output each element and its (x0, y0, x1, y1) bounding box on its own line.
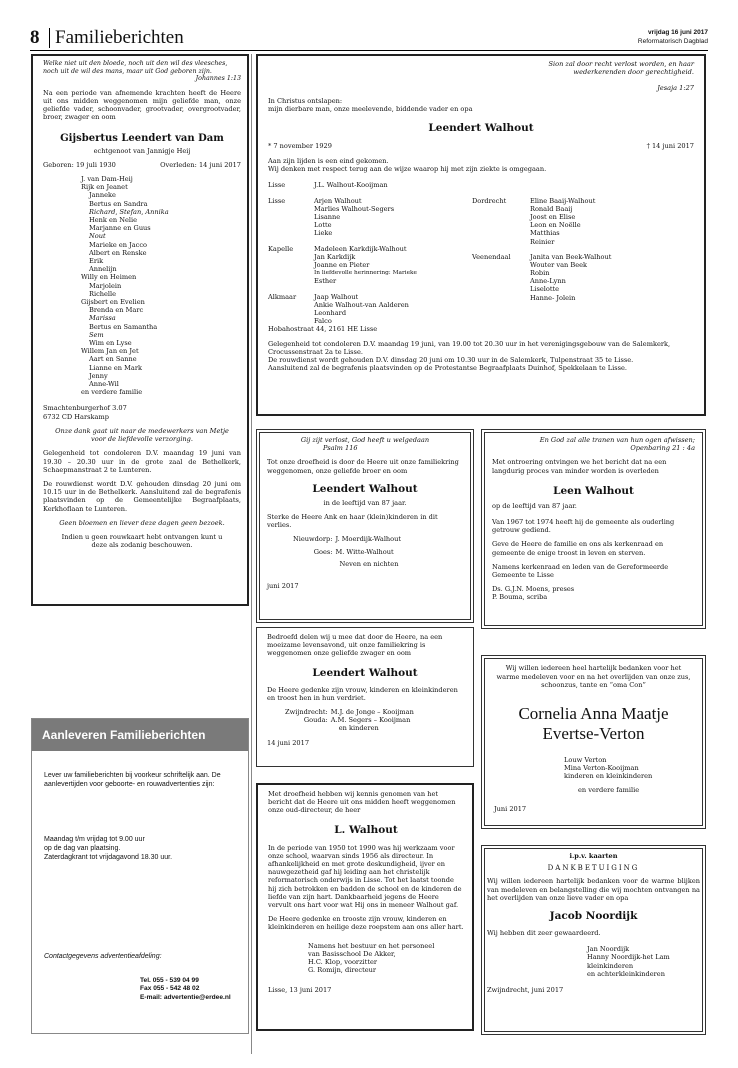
ad2-condole: Gelegenheid tot condoleren D.V. maandag 19 juni, van 19.00 tot 20.30 uur in het verenigingsgebouw van de Salemkerk, Crocussenstraat 2a te Lisse. (268, 339, 671, 357)
ad1-quote-line2: noch uit de wil des mans, maar uit God geboren zijn. (43, 67, 212, 75)
ad2-veenendaal-place: Veenendaal (472, 252, 511, 261)
ad1-quote-line1: Welke niet uit den bloede, noch uit den wil des vleesches, (43, 60, 228, 67)
ad5-intro: Bedroefd delen wij u mee dat door de Heere, na een moeizame levensavond, uit onze familiekring is weggenomen onze geliefde zwager en oom (267, 633, 443, 658)
family-member: kleinkinderen (587, 961, 634, 970)
ad7-text1: In de periode van 1950 tot 1990 was hij werkzaam voor onze school, waarvan sinds 1956 als directeur. In afhankelijkheid en met grote deskundigheid, ijver en nauwgezetheid gaf hij leiding aan het christelijk reformatorisch onderwijs in Lisse. Tot het laatst toonde hij zich betrokken en badden de school en de kinderen de liefde van zijn hart. Dankbaarheid jegens de Heere vervult ons hart voor wat Hij ons in meneer Walhout gaf. (268, 843, 462, 910)
family-member: Leonhard (314, 309, 347, 318)
family-member: Ronald Baaij (530, 204, 573, 213)
ad2-lisse1-place: Lisse (268, 180, 286, 189)
signature-line: G. Romijn, directeur (308, 966, 377, 975)
family-member: Liselotte (530, 285, 560, 294)
info-fax: Fax 055 - 542 48 02 (140, 985, 200, 993)
family-member: Mina Verton-Kooijman (564, 763, 639, 772)
ad8-date: Zwijndrecht, juni 2017 (487, 986, 564, 995)
family-member: Arjen Walhout (314, 196, 362, 205)
ad2-alkmaar-list (314, 293, 409, 326)
family-member: Ankie Walhout-van Aalderen (314, 300, 409, 309)
ad8-intro: Wij willen iedereen hartelijk bedanken voor de warme blijken van medeleven en belangstelling die wij mochten ontvangen na het overlijden van onze lieve vader en opa (487, 877, 700, 902)
ad-leen-walhout-church (481, 429, 706, 629)
family-member: en achterkleinkinderen (587, 969, 665, 978)
family-member: Nout (89, 232, 106, 241)
ad-van-dam (31, 54, 249, 606)
ad2-dordrecht-place: Dordrecht (472, 196, 507, 205)
ad1-address-1: Smachtenburgerhof 3.07 (43, 404, 127, 413)
ad3-fam3: Neven en nichten (339, 559, 399, 568)
family-member: Lisanne (314, 213, 341, 222)
family-member: Marjanne en Guus (89, 224, 151, 233)
ad3-intro: Tot onze droefheid is door de Heere uit onze familiekring weggenomen, onze geliefde broer en oom (267, 458, 459, 475)
ad1-condole: Gelegenheid tot condoleren D.V. maandag 19 juni van 19.30 – 20.30 uur in de grote zaal de Bethelkerk, Schaepmanstraat 2 te Lunteren. (43, 449, 241, 474)
ad4-name: Leen Walhout (553, 484, 634, 497)
ad1-note: Indien u geen rouwkaart hebt ontvangen kunt u deze als zodanig beschouwen. (61, 532, 223, 550)
ad2-died: † 14 juni 2017 (646, 142, 694, 151)
family-member: Joanne en Pieter (314, 261, 370, 270)
info-time-1: Maandag t/m vrijdag tot 9.00 uur (44, 836, 145, 843)
ad7-name: L. Walhout (334, 823, 398, 836)
ad7-intro: Met droefheid hebben wij kennis genomen van het bericht dat de Heere uit ons midden heeft weggenomen onze oud-directeur, de heer (268, 790, 456, 815)
signature-line: H.C. Klop, voorzitter (308, 958, 378, 967)
page-number: 8 (30, 27, 40, 48)
ad8-name: Jacob Noordijk (549, 910, 638, 923)
family-member: kinderen en kleinkinderen (564, 772, 653, 781)
ad3-fam1-name: J. Moerdijk-Walhout (335, 535, 402, 544)
family-member: Willem Jan en Jet (81, 347, 139, 356)
ad1-service: De rouwdienst wordt D.V. gehouden dinsdag 20 juni om 10.15 uur in de Bethelkerk. Aansluitend zal de begrafenis plaatsvinden op de Gemeentelijke Begraafplaats, Kerkhoflaan te Lunteren. (43, 479, 241, 513)
ad5-fam1-name: M.J. de Jonge – Kooijman (330, 708, 414, 717)
family-member: Louw Verton (564, 755, 607, 764)
family-member: Marjolein (89, 281, 122, 290)
ad2-quote-line2: wederkerenden door gerechtigheid. (573, 68, 694, 77)
info-title: Aanleveren Familieberichten (32, 719, 248, 751)
family-member: Willy en Heimen (81, 273, 137, 282)
ad1-thanks: Onze dank gaat uit naar de medewerkers van Metje voor de liefdevolle verzorging. (55, 426, 229, 444)
family-member: Brenda en Marc (89, 306, 144, 315)
info-contact-label: Contactgegevens advertentieafdeling: (44, 953, 162, 960)
family-member: Hanne- Jolein (530, 293, 576, 302)
ad8-family-list (487, 945, 700, 978)
header-date (638, 28, 708, 46)
ad3-fam1-place: Nieuwdorp: (293, 535, 333, 544)
ad5-name: Leendert Walhout (312, 666, 418, 679)
family-member: Robin (530, 269, 550, 278)
ad2-lisse2-list (314, 197, 394, 238)
family-member: Bertus en Sandra (89, 199, 148, 208)
ad8-text: Wij hebben dit zeer gewaardeerd. (487, 929, 601, 938)
info-email[interactable]: E-mail: advertentie@erdee.nl (140, 993, 231, 1001)
ad7-text2: De Heere gedenke en trooste zijn vrouw, kinderen en kleinkinderen en heilige deze roepstem aan ons aller hart. (268, 915, 464, 932)
family-member: Anne-Wil (89, 380, 119, 389)
ad3-name: Leendert Walhout (312, 482, 418, 495)
ad5-fam3: en kinderen (338, 724, 379, 733)
family-member: Albert en Renske (89, 248, 147, 257)
ad3-fam2-place: Goes: (313, 547, 333, 556)
family-member: Lotte (314, 221, 332, 230)
ad2-intro-2: mijn dierbare man, onze meelevende, biddende vader en opa (268, 104, 473, 113)
family-member: Rijk en Jeanet (81, 183, 128, 192)
ad6-intro: Wij willen iedereen heel hartelijk bedanken voor het warme medeleven voor en na het overlijden van onze zus, schoonzus, tante en “oma Con” (496, 664, 691, 690)
ad5-fam1-place: Zwijndrecht: (285, 708, 328, 717)
family-member: In liefdevolle herinnering: Marieke (314, 270, 417, 277)
family-member: Anne-Lynn (530, 277, 566, 286)
ad5-fam2-place: Gouda: (303, 716, 328, 725)
ad3-fam2-name: M. Witte-Walhout (335, 547, 394, 556)
family-member: Richard, Stefan, Annika (89, 207, 169, 216)
ad5-fam2-name: A.M. Segers – Kooijman (330, 716, 411, 725)
family-member: Joost en Elise (530, 213, 576, 222)
family-member: Hanny Noordijk-het Lam (587, 953, 670, 962)
family-member: Jaap Walhout (314, 292, 359, 301)
family-member: Matthias (530, 229, 560, 238)
family-member: Richelle (89, 289, 117, 298)
family-member: Wim en Lyse (89, 339, 132, 348)
ad7-date: Lisse, 13 juni 2017 (268, 986, 332, 995)
ad4-sig: Namens kerkenraad en leden van de Gereformeerde Gemeente te Lisse (492, 562, 669, 580)
family-member: Janneke (89, 191, 116, 200)
ad2-quote-line1: Sion zal door recht verlost worden, en haar (548, 60, 694, 68)
family-member: J. van Dam-Heij (81, 175, 133, 183)
family-member: Erik (89, 257, 104, 266)
ad4-text2: Geve de Heere de familie en ons als kerkenraad en gemeente de enige troost in leven en sterven. (492, 540, 664, 557)
ad4-age: op de leeftijd van 87 jaar. (492, 501, 577, 510)
ad2-address: Hobahostraat 44, 2161 HE Lisse (268, 324, 378, 333)
ad8-tag: i.p.v. kaarten (569, 852, 618, 860)
ad4-text1: Van 1967 tot 1974 heeft hij de gemeente als ouderling getrouw gediend. (492, 518, 675, 535)
ad2-dordrecht-list (530, 197, 595, 246)
family-member: Jan Noordijk (587, 945, 630, 954)
ad4-intro: Met ontroering ontvingen we het bericht dat na een langdurig proces van minder worden is overleden (492, 458, 667, 475)
ad3-quote: Gij zijt verlost, God heeft u welgedaan (300, 436, 430, 444)
info-text: Lever uw familieberichten bij voorkeur schriftelijk aan. De aanlevertijden voor geboorte- en rouwadvertenties zijn: (44, 772, 221, 788)
section-title: Familieberichten (55, 27, 184, 48)
column-divider (251, 54, 252, 1054)
header-rule (30, 50, 708, 51)
ad1-quote-ref: Johannes 1:13 (195, 75, 241, 83)
ad2-kapelle-place: Kapelle (268, 244, 294, 253)
family-member: Eline Baaij-Walhout (530, 196, 596, 205)
ad3-date: juni 2017 (267, 582, 299, 591)
ad2-lisse2-place: Lisse (268, 196, 286, 205)
ad2-text-2: Wij denken met respect terug aan de wijze waarop hij met zijn ziekte is omgegaan. (268, 165, 547, 174)
ad-jacob-noordijk (481, 845, 706, 1035)
family-member: Gijsbert en Evelien (81, 298, 145, 307)
ad2-service: De rouwdienst wordt gehouden D.V. dinsdag 20 juni om 10.30 uur in de Salemkerk, Tulpenstraat 35 te Lisse. (268, 356, 634, 365)
header-divider (49, 28, 50, 48)
ad2-quote-ref: Jesaja 1:27 (657, 84, 694, 93)
ad1-intro: Na een periode van afnemende krachten heeft de Heere uit ons midden weggenomen mijn geliefde man, onze geliefde vader, schoonvader, grootvader, overgrootvader, broer, zwager en oom (43, 88, 241, 122)
family-member: Esther (314, 277, 337, 286)
family-member: Jan Karkdijk (314, 252, 356, 261)
family-member: Madeleen Karkdijk-Walhout (314, 244, 407, 253)
ad1-address-2: 6732 CD Harskamp (43, 412, 109, 421)
ad2-name: Leendert Walhout (428, 122, 534, 135)
ad3-quote-ref: Psalm 116 (323, 444, 358, 453)
ad-leendert-walhout-siblings (256, 429, 474, 623)
ad5-text: De Heere gedenke zijn vrouw, kinderen en kleinkinderen en troost hen in hun verdriet. (267, 685, 458, 702)
ad-l-walhout-school (256, 783, 474, 1031)
family-member: Annelijn (89, 265, 117, 274)
ad4-quote: En God zal alle tranen van hun ogen afwissen; (539, 436, 695, 444)
ad-leendert-walhout-family (256, 54, 706, 416)
family-member: Janita van Beek-Walhout (530, 252, 612, 261)
ad3-age: in de leeftijd van 87 jaar. (323, 498, 407, 507)
ad2-veenendaal-list (530, 253, 611, 302)
ad4-name-1: Ds. G.J.N. Moens, preses (492, 585, 575, 594)
ad2-born: * 7 november 1929 (268, 142, 332, 151)
ad5-date: 14 juni 2017 (267, 738, 310, 747)
family-member: Wouter van Beek (530, 260, 587, 269)
ad2-text-1: Aan zijn lijden is een eind gekomen. (268, 157, 389, 166)
ad2-alkmaar-place: Alkmaar (268, 292, 297, 301)
ad1-name: Gijsbertus Leendert van Dam (60, 132, 224, 144)
ad1-flowers: Geen bloemen en liever deze dagen geen bezoek. (59, 518, 225, 527)
info-time-2: op de dag van plaatsing. (44, 845, 121, 852)
ad1-died: Overleden: 14 juni 2017 (160, 160, 241, 169)
signature-line: Namens het bestuur en het personeel (308, 941, 435, 950)
family-member: Jenny (89, 371, 108, 380)
family-member: Lianne en Mark (89, 363, 142, 372)
ad1-born: Geboren: 19 juli 1930 (43, 160, 116, 169)
family-member: Sem (89, 330, 104, 339)
ad4-quote-ref: Openbaring 21 : 4a (630, 444, 695, 453)
ad-cornelia-evertse-verton (481, 655, 706, 829)
family-member: Leon en Noëlle (530, 221, 581, 230)
family-member: Henk en Nelie (89, 216, 138, 225)
family-member: en verdere familie (81, 388, 143, 397)
ad6-name-line2: Evertse-Verton (542, 723, 645, 743)
ad6-name-line1: Cornelia Anna Maatje (518, 703, 669, 723)
date: vrijdag 16 juni 2017 (648, 29, 708, 36)
family-member: Falco (314, 317, 332, 326)
family-member: Marlies Walhout-Segers (314, 204, 395, 213)
info-box (31, 718, 249, 1034)
ad3-text: Sterke de Heere Ank en haar (klein)kinderen in dit verlies. (267, 513, 438, 530)
info-phone: Tel. 055 - 539 04 99 (140, 977, 199, 984)
ad2-kapelle-list (314, 245, 417, 286)
ad2-intro-1: In Christus ontslapen: (268, 96, 343, 105)
ad7-signature (268, 942, 464, 975)
ad1-spouse: echtgenoot van Jannigje Heij (93, 146, 191, 155)
family-member: Aart en Sanne (89, 355, 137, 364)
family-member: Lieke (314, 229, 333, 238)
ad6-family-list (494, 756, 693, 781)
ad2-lisse1-name: J.L. Walhout-Kooijman (314, 180, 388, 189)
ad6-rest: en verdere familie (578, 786, 640, 795)
family-member: Marieke en Jacco (89, 240, 148, 249)
ad2-burial: Aansluitend zal de begrafenis plaatsvinden op de Protestantse Begraafplaats Duinhof, Spekkelaan te Lisse. (268, 364, 627, 373)
paper-name: Reformatorisch Dagblad (637, 38, 708, 45)
info-time-3: Zaterdagkrant tot vrijdagavond 18.30 uur. (44, 854, 173, 861)
family-member: Bertus en Samantha (89, 322, 158, 331)
ad-leendert-walhout-inlaws (256, 627, 474, 767)
ad6-date: Juni 2017 (494, 804, 527, 813)
family-member: Marissa (89, 314, 116, 323)
signature-line: van Basisschool De Akker, (308, 949, 396, 958)
family-member: Reinier (530, 237, 555, 246)
ad4-name-2: P. Bouma, scriba (492, 593, 548, 602)
ad1-family-list (43, 175, 241, 396)
ad8-heading: DANKBETUIGING (547, 864, 640, 873)
